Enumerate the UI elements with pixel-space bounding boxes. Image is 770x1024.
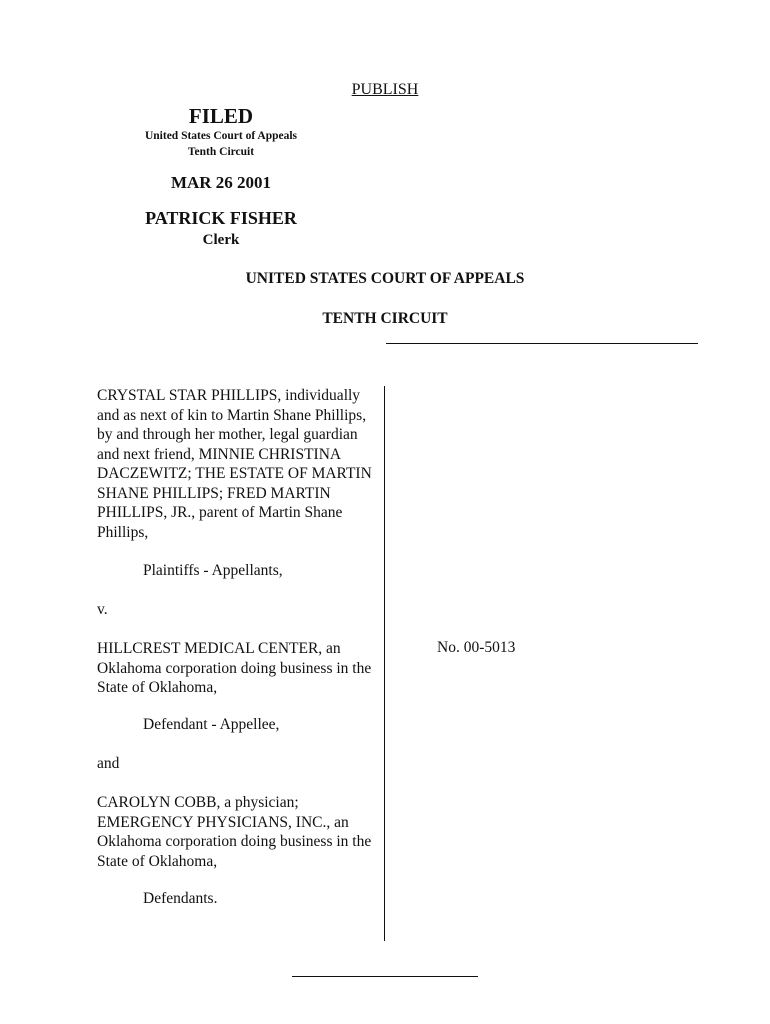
- appellee-role: Defendant - Appellee,: [143, 716, 280, 733]
- filed-heading: FILED: [188, 104, 254, 128]
- filed-court-line-2: Tenth Circuit: [187, 146, 255, 158]
- caption-divider: [384, 386, 385, 941]
- and-text: and: [97, 755, 120, 772]
- defendants-text: CAROLYN COBB, a physician; EMERGENCY PHYSICIANS, INC., an Oklahoma corporation doing business in the State of Oklahoma,: [97, 794, 372, 870]
- defendants-role: Defendants.: [143, 890, 218, 907]
- circuit-title: TENTH CIRCUIT: [322, 310, 448, 327]
- footer-rule: [292, 976, 478, 977]
- filed-court-name: [120, 128, 322, 160]
- docket-number: No. 00-5013: [437, 639, 516, 656]
- plaintiffs-text: CRYSTAL STAR PHILLIPS, individually and as next of kin to Martin Shane Phillips, by and through her mother, legal guardian and next friend, MINNIE CHRISTINA DACZEWITZ; THE ESTATE OF MARTIN SHANE PHILLIPS; FRED MARTIN PHILLIPS, JR., parent of Martin Shane Phillips,: [97, 387, 372, 541]
- versus-text: v.: [97, 601, 108, 618]
- court-title: UNITED STATES COURT OF APPEALS: [245, 270, 525, 287]
- plaintiffs-role: Plaintiffs - Appellants,: [143, 562, 283, 579]
- publish-label: PUBLISH: [351, 81, 419, 98]
- clerk-title: Clerk: [202, 232, 240, 248]
- filed-court-line-1: United States Court of Appeals: [144, 130, 298, 142]
- filed-date: MAR 26 2001: [170, 173, 272, 192]
- appellee-text: HILLCREST MEDICAL CENTER, an Oklahoma corporation doing business in the State of Oklahoma,: [97, 640, 372, 696]
- clerk-name: PATRICK FISHER: [145, 208, 297, 228]
- header-rule: [386, 343, 698, 344]
